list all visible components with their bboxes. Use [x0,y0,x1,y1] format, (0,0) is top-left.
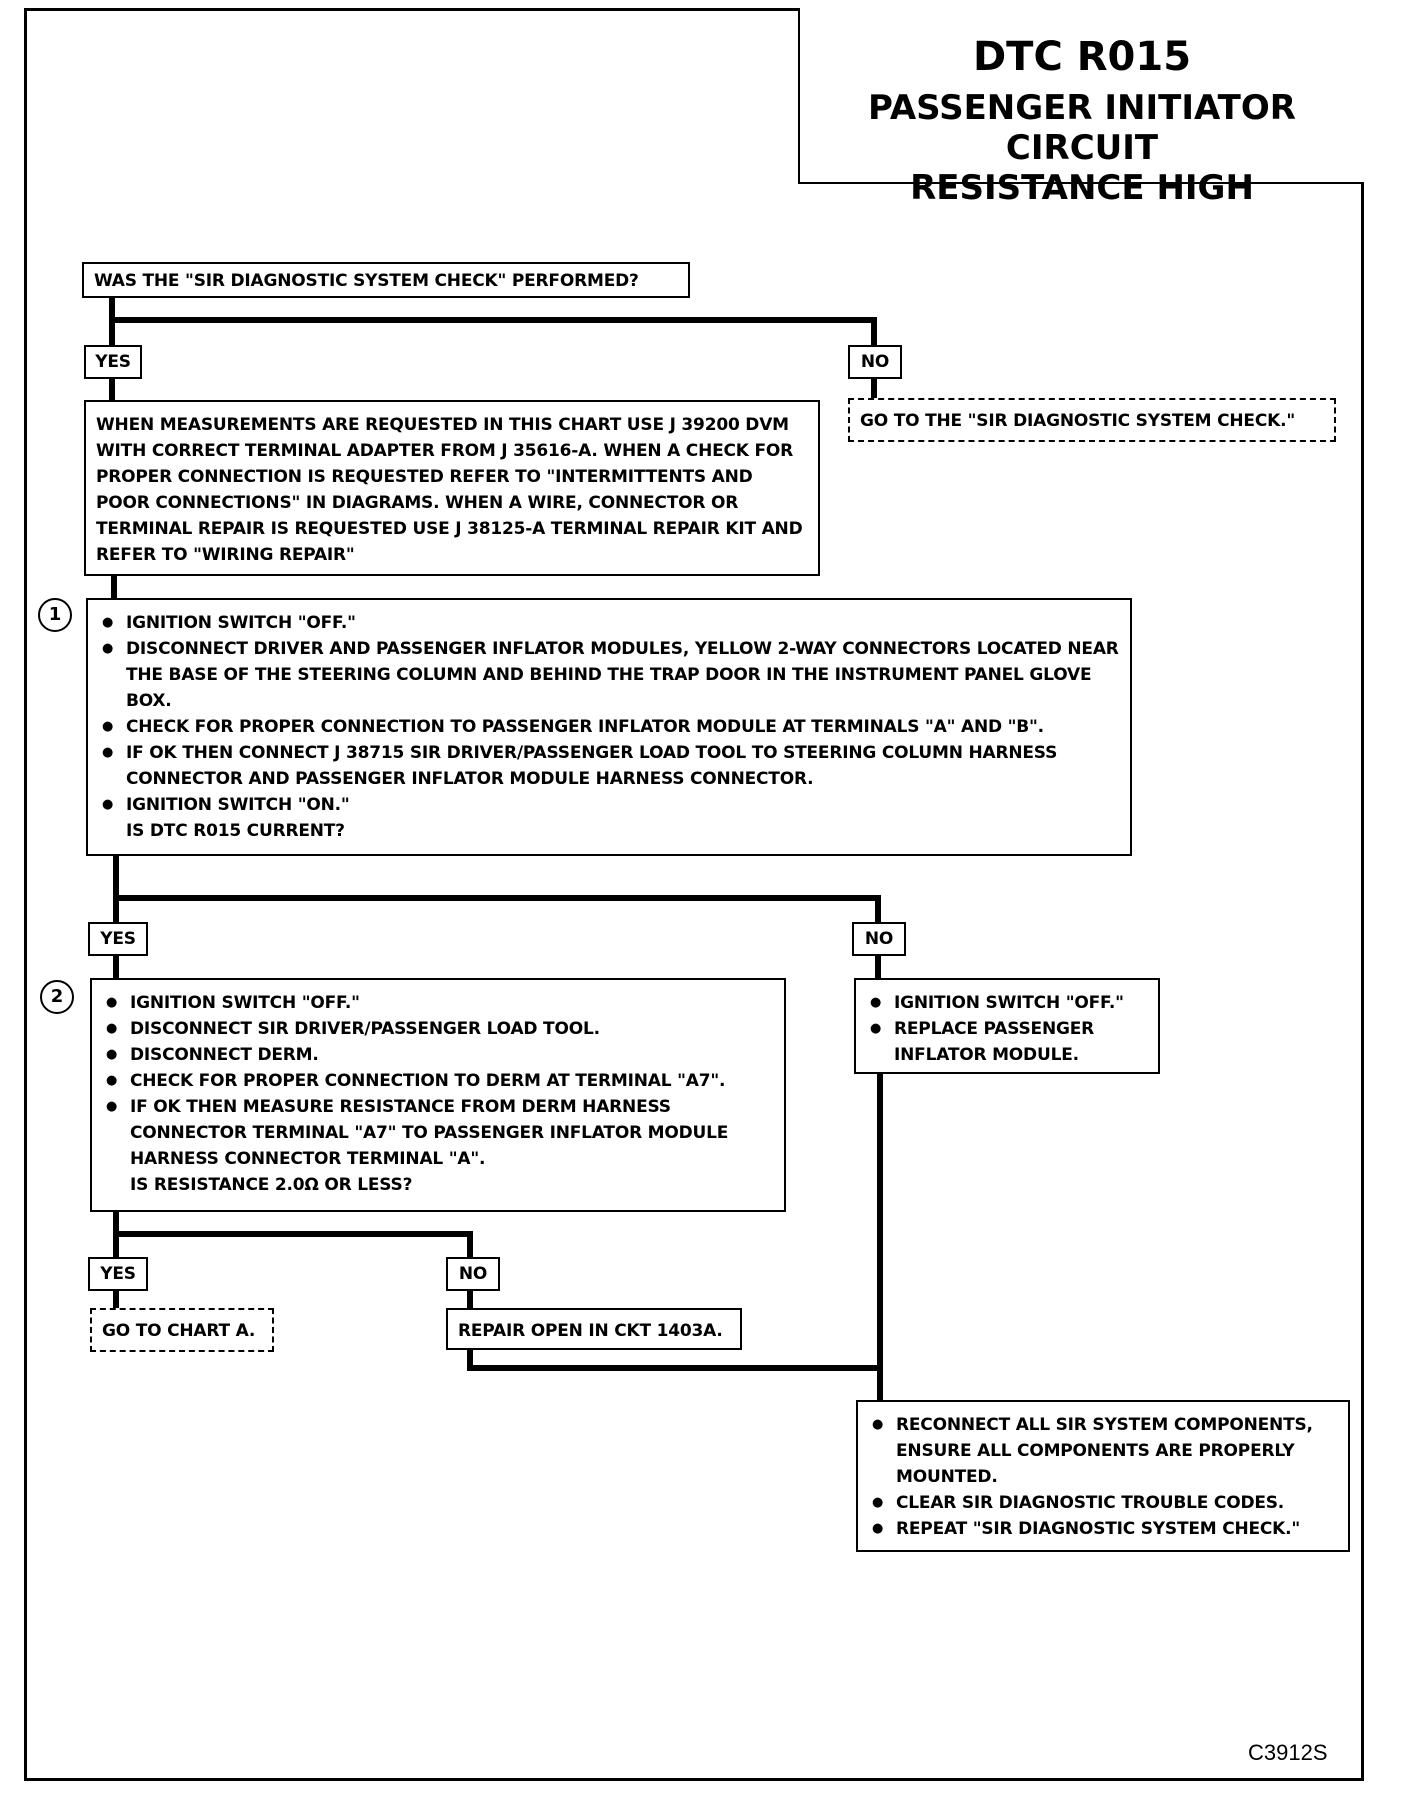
step-1-bullet: ● DISCONNECT DRIVER AND PASSENGER INFLATOR MODULES, YELLOW 2-WAY CONNECTORS LOCATED NEAR THE BASE OF THE STEERING COLUMN AND BEHIND THE TRAP DOOR IN THE INSTRUMENT PANEL GLOVE BOX. [94,636,1120,714]
step-2-bullet: ● IF OK THEN MEASURE RESISTANCE FROM DERM HARNESS CONNECTOR TERMINAL "A7" TO PASSENGER INFLATOR MODULE HARNESS CONNECTOR TERMINAL "A". [98,1094,776,1172]
action-reconnect-and-repeat [856,1400,1350,1552]
label-yes: YES [88,1257,148,1291]
step-1-bullet: ● IF OK THEN CONNECT J 38715 SIR DRIVER/PASSENGER LOAD TOOL TO STEERING COLUMN HARNESS CONNECTOR AND PASSENGER INFLATOR MODULE HARNESS CONNECTOR. [94,740,1120,792]
action-text: GO TO THE "SIR DIAGNOSTIC SYSTEM CHECK." [860,411,1295,431]
step-2-bullet: ● CHECK FOR PROPER CONNECTION TO DERM AT TERMINAL "A7". [98,1068,776,1094]
final-bullet: ● RECONNECT ALL SIR SYSTEM COMPONENTS, ENSURE ALL COMPONENTS ARE PROPERLY MOUNTED. [864,1412,1340,1490]
label-yes: YES [88,922,148,956]
final-bullet: ● REPEAT "SIR DIAGNOSTIC SYSTEM CHECK." [864,1516,1340,1542]
action-go-to-sir-check [848,398,1336,442]
final-bullet: ● CLEAR SIR DIAGNOSTIC TROUBLE CODES. [864,1490,1340,1516]
step-2-box [90,978,786,1212]
title-line2: RESISTANCE HIGH [910,168,1254,208]
label-yes: YES [84,345,142,379]
step-1-bullet: ● CHECK FOR PROPER CONNECTION TO PASSENGER INFLATOR MODULE AT TERMINALS "A" AND "B". [94,714,1120,740]
question-text: WAS THE "SIR DIAGNOSTIC SYSTEM CHECK" PERFORMED? [94,271,639,291]
replace-bullet: ● IGNITION SWITCH "OFF." [862,990,1150,1016]
action-text: REPAIR OPEN IN CKT 1403A. [458,1321,723,1341]
step-2-bullet: ● DISCONNECT SIR DRIVER/PASSENGER LOAD TOOL. [98,1016,776,1042]
figure-id: C3912S [1248,1740,1328,1765]
action-replace-inflator [854,978,1160,1074]
title-block [798,8,1364,208]
action-go-to-chart-a [90,1308,274,1352]
action-repair-open-circuit [446,1308,742,1350]
step-2-marker: 2 [40,980,74,1014]
step-1-bullet: ● IGNITION SWITCH "ON." [94,792,1120,818]
step-2-question: IS RESISTANCE 2.0Ω OR LESS? [130,1175,413,1195]
dtc-code: DTC R015 [972,34,1192,80]
step-1-question: IS DTC R015 CURRENT? [126,821,345,841]
label-no: NO [446,1257,500,1291]
step-2-bullet: ● DISCONNECT DERM. [98,1042,776,1068]
question-sir-check-performed [82,262,690,298]
step-1-bullet: ● IGNITION SWITCH "OFF." [94,610,1120,636]
step-2-bullet: ● IGNITION SWITCH "OFF." [98,990,776,1016]
instructions-text: WHEN MEASUREMENTS ARE REQUESTED IN THIS CHART USE J 39200 DVM WITH CORRECT TERMINAL ADAPTER FROM J 35616-A. WHEN A CHECK FOR PROPER CONNECTION IS REQUESTED REFER TO "INTERMITTENTS AND POOR CONNECTIONS" IN DIAGRAMS. WHEN A WIRE, CONNECTOR OR TERMINAL REPAIR IS REQUESTED USE J 38125-A TERMINAL REPAIR KIT AND REFER TO "WIRING REPAIR" [96,415,803,565]
title-line1: PASSENGER INITIATOR CIRCUIT [868,88,1296,168]
step-1-box [86,598,1132,856]
replace-bullet: ● REPLACE PASSENGER INFLATOR MODULE. [862,1016,1150,1068]
action-text: GO TO CHART A. [102,1321,256,1341]
label-no: NO [852,922,906,956]
label-no: NO [848,345,902,379]
instructions-box [84,400,820,576]
step-1-marker: 1 [38,598,72,632]
